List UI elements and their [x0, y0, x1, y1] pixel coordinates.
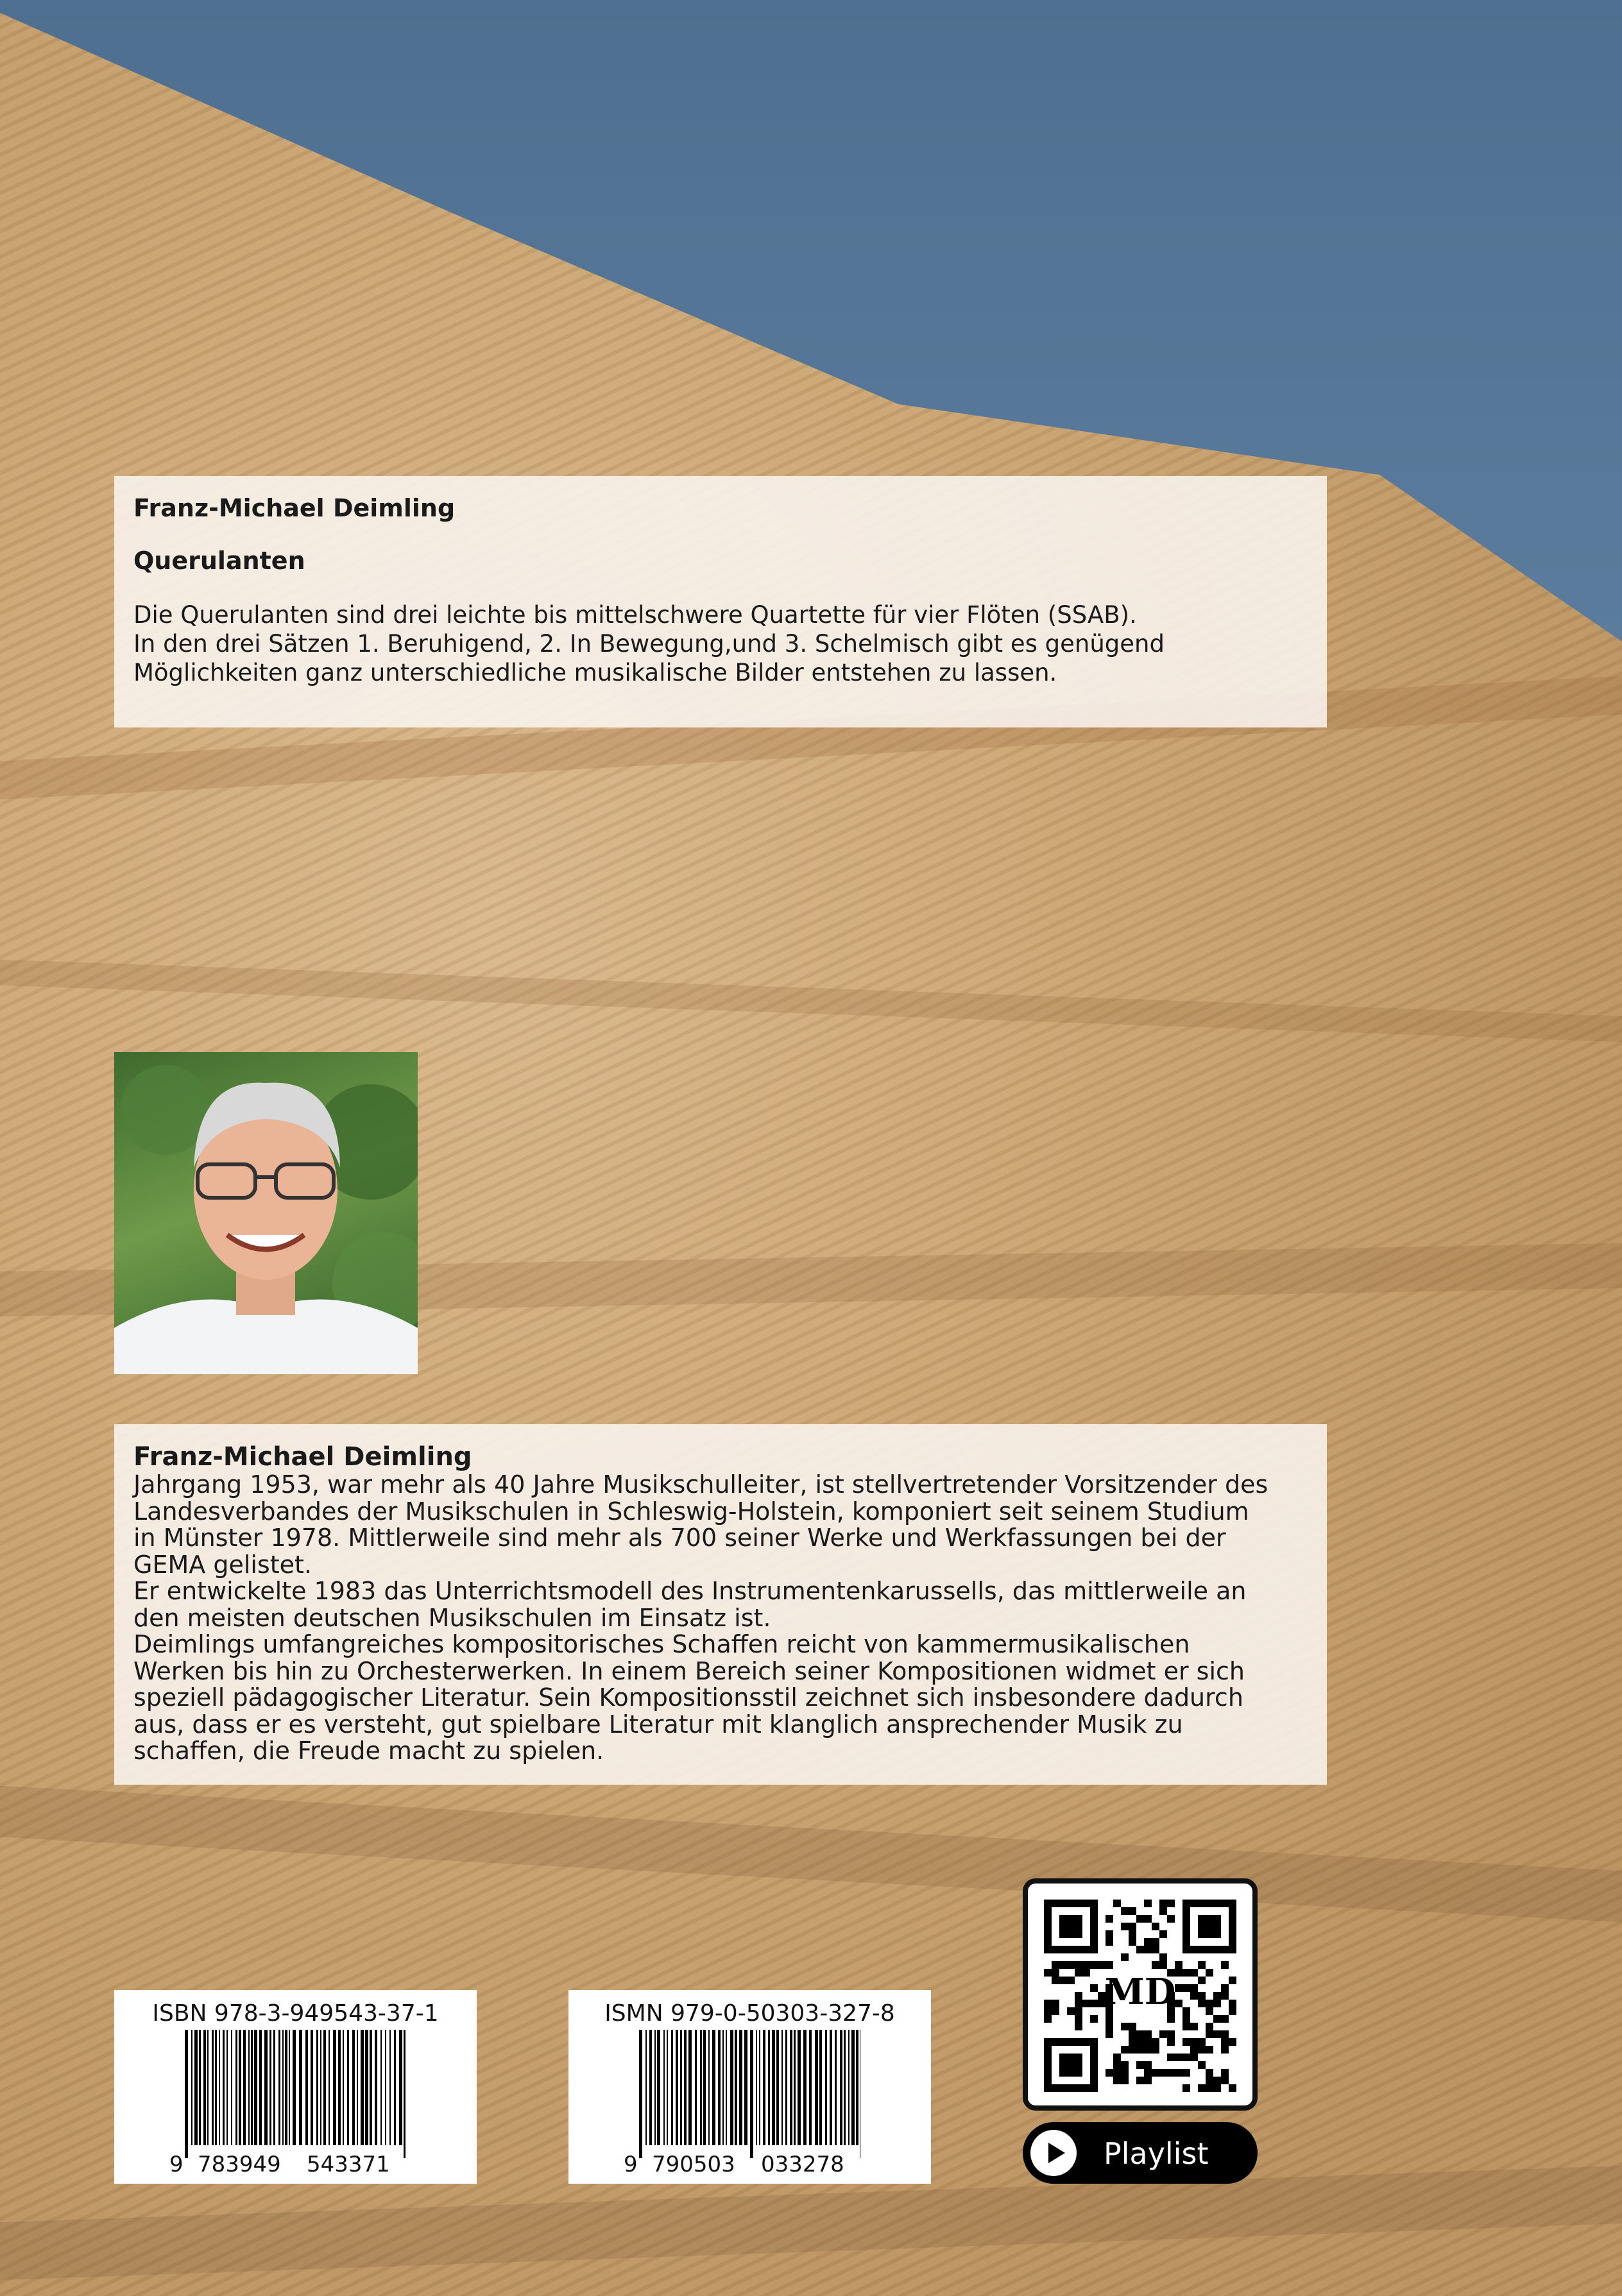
bio-line: GEMA gelistet. [133, 1550, 312, 1579]
isbn-barcode [114, 1990, 477, 2184]
barcode-bar [361, 2030, 364, 2145]
barcode-bar [663, 2030, 665, 2145]
barcode-bar [684, 2030, 687, 2145]
barcode-bar [735, 2030, 737, 2145]
barcode-bar [185, 2030, 188, 2158]
biography-name: Franz-Michael Deimling [133, 1442, 472, 1472]
barcode-bar [235, 2030, 237, 2145]
barcode-bar [248, 2030, 250, 2145]
qr-code-image [1028, 1884, 1252, 2105]
qr-module [1206, 2000, 1213, 2007]
barcode-bar [718, 2030, 721, 2145]
qr-module [1136, 1915, 1144, 1923]
qr-finder-pattern [1198, 1915, 1221, 1938]
barcode-bar [282, 2030, 284, 2145]
barcode-bar [756, 2030, 757, 2145]
qr-module [1221, 1961, 1229, 1969]
bio-line: Er entwickelte 1983 das Unterrichtsmodell des Instrumentenkarussells, das mittlerweile an [133, 1577, 1247, 1605]
barcode-bar [726, 2030, 727, 2145]
qr-module [1167, 2054, 1175, 2061]
qr-module [1206, 2084, 1213, 2092]
qr-module [1167, 1900, 1175, 1907]
qr-module [1229, 2007, 1236, 2015]
barcode-bar [254, 2030, 257, 2145]
qr-module [1113, 2077, 1121, 2084]
barcode-bar [212, 2030, 214, 2145]
biography-panel [114, 1424, 1327, 1785]
description-line: Möglichkeiten ganz unterschiedliche musikalische Bilder entstehen zu lassen. [133, 659, 1057, 686]
qr-module [1106, 1930, 1113, 1938]
qr-module [1121, 1953, 1129, 1961]
qr-module [1229, 2084, 1236, 2092]
qr-module [1182, 2069, 1190, 2077]
qr-module [1082, 1961, 1090, 1969]
barcode-bar [815, 2030, 818, 2145]
barcode-bar [654, 2030, 656, 2145]
barcode-bar [803, 2030, 807, 2145]
barcode-bar [293, 2030, 296, 2145]
qr-module [1144, 2077, 1152, 2084]
qr-module [1152, 1946, 1159, 1953]
qr-module [1090, 2000, 1098, 2007]
qr-module [1152, 2069, 1159, 2077]
qr-module [1206, 2023, 1213, 2030]
barcode-bar [191, 2030, 192, 2145]
barcode-bar [809, 2030, 812, 2145]
isbn-label: ISBN 978-3-949543-37-1 [152, 2000, 439, 2027]
qr-module [1213, 2030, 1221, 2038]
qr-logo-text: MD [1104, 1971, 1176, 2014]
barcode-bar [825, 2030, 827, 2145]
qr-module [1121, 1923, 1129, 1930]
qr-module [1152, 1961, 1159, 1969]
qr-finder-pattern [1059, 2054, 1082, 2077]
qr-module [1129, 1938, 1136, 1946]
barcode-bar [772, 2030, 775, 2145]
barcode-bar [219, 2030, 220, 2145]
barcode-bar [323, 2030, 326, 2145]
portrait-image [114, 1052, 418, 1374]
qr-module [1106, 1961, 1113, 1969]
barcode-bar [712, 2030, 715, 2145]
ismn-first-digit: 9 [624, 2152, 638, 2177]
barcode-bar [194, 2030, 198, 2145]
qr-module [1198, 2038, 1206, 2046]
qr-module [1175, 1961, 1182, 1969]
qr-module [1144, 2030, 1152, 2038]
qr-module [1052, 1961, 1059, 1969]
qr-module [1075, 1969, 1082, 1977]
qr-module [1067, 1961, 1075, 1969]
qr-module [1075, 1992, 1082, 2000]
qr-module [1190, 2023, 1198, 2030]
barcode-bar [203, 2030, 206, 2145]
barcode-bar [776, 2030, 779, 2145]
barcode-bar [856, 2030, 858, 2145]
qr-module [1229, 1977, 1236, 1984]
qr-module [1090, 1984, 1098, 1992]
barcode-bar [333, 2030, 336, 2145]
barcode-bar [851, 2030, 855, 2145]
qr-module [1190, 1984, 1198, 1992]
qr-module [1213, 1992, 1221, 2000]
barcode-bar [645, 2030, 647, 2145]
barcode-bar [329, 2030, 330, 2145]
qr-module [1221, 2046, 1229, 2054]
qr-module [1182, 1969, 1190, 1977]
barcode-bar [394, 2030, 396, 2145]
barcode-bar [404, 2030, 406, 2158]
qr-module [1136, 1946, 1144, 1953]
barcode-bar [273, 2030, 275, 2145]
qr-module [1190, 2038, 1198, 2046]
bio-line: speziell pädagogischer Literatur. Sein Kompositionsstil zeichnet sich insbesondere dadurch [133, 1683, 1243, 1712]
barcode-bar [649, 2030, 652, 2145]
barcode-bar [676, 2030, 678, 2145]
qr-module [1190, 1969, 1198, 1977]
qr-module [1182, 2015, 1190, 2023]
bio-line: Werken bis hin zu Orchesterwerken. In einem Bereich seiner Kompositionen widmet er sich [133, 1656, 1245, 1685]
qr-module [1113, 2061, 1121, 2069]
qr-module [1136, 2030, 1144, 2038]
isbn-digits-right: 543371 [307, 2152, 390, 2177]
qr-module [1067, 1977, 1075, 1984]
barcode-bar [730, 2030, 733, 2145]
barcode-bar [848, 2030, 849, 2145]
barcode-bar [759, 2030, 760, 2145]
bio-line: schaffen, die Freude macht zu spielen. [133, 1737, 604, 1765]
bio-line: in Münster 1978. Mittlerweile sind mehr als 700 seiner Werke und Werkfassungen bei der [133, 1524, 1226, 1552]
qr-module [1221, 1984, 1229, 1992]
barcode-bar [231, 2030, 232, 2145]
ismn-digits-right: 033278 [761, 2152, 844, 2177]
barcode-bar [223, 2030, 225, 2145]
ismn-label: ISMN 979-0-50303-327-8 [604, 2000, 895, 2027]
qr-module [1159, 1930, 1167, 1938]
qr-module [1113, 1900, 1121, 1907]
qr-module [1175, 1984, 1182, 1992]
qr-module [1206, 2077, 1213, 2084]
barcode-bar [790, 2030, 792, 2145]
qr-module [1221, 2030, 1229, 2038]
qr-module [1082, 1969, 1090, 1977]
barcode-bar [399, 2030, 402, 2145]
barcode-bar [700, 2030, 702, 2145]
qr-module [1098, 1961, 1106, 1969]
qr-module [1152, 1923, 1159, 1930]
biography-text [133, 1472, 1320, 1765]
qr-module [1082, 2000, 1090, 2007]
qr-module [1136, 2038, 1144, 2046]
qr-module [1052, 1969, 1059, 1977]
author-name: Franz-Michael Deimling [133, 494, 456, 522]
barcode-bar [844, 2030, 846, 2145]
qr-module [1052, 2007, 1059, 2015]
qr-module [1182, 2084, 1190, 2092]
qr-module [1144, 2046, 1152, 2054]
qr-module [1198, 1977, 1206, 1984]
barcode-bar [695, 2030, 697, 2145]
barcode-bar [785, 2030, 787, 2145]
qr-module [1106, 2030, 1113, 2038]
barcode-bar [215, 2030, 217, 2145]
qr-module [1129, 1923, 1136, 1930]
qr-module [1129, 2030, 1136, 2038]
qr-module [1221, 2015, 1229, 2023]
qr-module [1213, 2015, 1221, 2023]
qr-module [1075, 2015, 1082, 2023]
barcode-bar [259, 2030, 262, 2145]
barcode-bar [347, 2030, 349, 2145]
qr-module [1159, 1900, 1167, 1907]
qr-module [1167, 2069, 1175, 2077]
qr-module [1059, 1977, 1067, 1984]
rock-band [0, 960, 1622, 1042]
qr-module [1190, 1992, 1198, 2000]
ismn-barcode [568, 1990, 931, 2184]
qr-module [1113, 2054, 1121, 2061]
qr-module [1206, 2069, 1213, 2077]
qr-module [1175, 1969, 1182, 1977]
qr-module [1221, 2038, 1229, 2046]
qr-module [1090, 1961, 1098, 1969]
qr-module [1144, 2061, 1152, 2069]
qr-module [1136, 2077, 1144, 2084]
play-icon [1030, 2130, 1077, 2176]
qr-module [1106, 2023, 1113, 2030]
description-line: Die Querulanten sind drei leichte bis mittelschwere Quartette für vier Flöten (SSAB). [133, 601, 1137, 629]
qr-module [1198, 2084, 1206, 2092]
rock-band [0, 1786, 1622, 1922]
barcode-bar [316, 2030, 318, 2145]
qr-module [1152, 2046, 1159, 2054]
bio-line: Deimlings umfangreiches kompositorisches Schaffen reicht von kammermusikalischen [133, 1630, 1190, 1658]
playlist-button[interactable] [1023, 2122, 1258, 2184]
qr-module [1190, 2054, 1198, 2061]
qr-module [1121, 2061, 1129, 2069]
qr-module [1175, 2054, 1182, 2061]
qr-module [1044, 2015, 1052, 2023]
qr-module [1159, 1953, 1167, 1961]
barcode-bar [750, 2030, 753, 2158]
barcode-bar [794, 2030, 796, 2145]
barcode-bar [338, 2030, 341, 2145]
qr-module [1106, 2015, 1113, 2023]
qr-module [1182, 2007, 1190, 2015]
qr-module [1198, 2061, 1206, 2069]
qr-module [1090, 2015, 1098, 2023]
barcode-bar [226, 2030, 228, 2145]
qr-module [1144, 2038, 1152, 2046]
qr-module [1190, 2046, 1198, 2054]
barcode-bar [199, 2030, 201, 2145]
qr-module [1182, 2054, 1190, 2061]
qr-module [1136, 2046, 1144, 2054]
barcode-bar [739, 2030, 742, 2145]
qr-module [1044, 1969, 1052, 1977]
barcode-bar [269, 2030, 271, 2145]
qr-module [1167, 2030, 1175, 2038]
qr-module [1106, 1938, 1113, 1946]
qr-module [1213, 2084, 1221, 2092]
barcode-bar [768, 2030, 770, 2145]
description-line: In den drei Sätzen 1. Beruhigend, 2. In Bewegung,und 3. Schelmisch gibt es genügend [133, 630, 1165, 658]
qr-module [1052, 1977, 1059, 1984]
qr-module [1144, 1946, 1152, 1953]
qr-module [1229, 2000, 1236, 2007]
barcode-bar [389, 2030, 391, 2145]
barcode-bar [722, 2030, 724, 2145]
qr-module [1129, 2023, 1136, 2030]
qr-module [1144, 1900, 1152, 1907]
qr-module [1144, 2069, 1152, 2077]
qr-module [1129, 1907, 1136, 1915]
barcode-bar [289, 2030, 290, 2145]
work-info-panel [114, 476, 1327, 727]
qr-module [1121, 2069, 1129, 2077]
qr-module [1175, 2000, 1182, 2007]
qr-module [1129, 2038, 1136, 2046]
barcode-bar [380, 2030, 382, 2145]
qr-module [1198, 2046, 1206, 2054]
qr-module [1213, 2077, 1221, 2084]
qr-module [1152, 2038, 1159, 2046]
barcode-bar [251, 2030, 253, 2145]
bio-line: aus, dass er es versteht, gut spielbare Literatur mit klanglich ansprechender Musik zu [133, 1710, 1183, 1739]
qr-module [1159, 1907, 1167, 1915]
barcode-bar [798, 2030, 801, 2145]
barcode-bar [370, 2030, 372, 2145]
qr-module [1206, 2046, 1213, 2054]
qr-module [1182, 2023, 1190, 2030]
qr-module [1052, 2000, 1059, 2007]
bio-line: Landesverbandes der Musikschulen in Schleswig-Holstein, komponiert seit seinem Studium [133, 1497, 1249, 1526]
qr-module [1206, 2030, 1213, 2038]
bio-line: Jahrgang 1953, war mehr als 40 Jahre Musikschulleiter, ist stellvertretender Vorsitzender des [133, 1470, 1268, 1499]
qr-module [1067, 2007, 1075, 2015]
barcode-bar [239, 2030, 241, 2145]
qr-module [1198, 1961, 1206, 1969]
barcode-bar [671, 2030, 673, 2145]
barcode-bar [278, 2030, 280, 2145]
barcode-bar [830, 2030, 832, 2145]
qr-module [1144, 1938, 1152, 1946]
qr-module [1044, 2000, 1052, 2007]
author-photo [114, 1052, 418, 1374]
barcode-bar [320, 2030, 321, 2145]
barcode-bar [781, 2030, 783, 2145]
qr-module [1167, 2038, 1175, 2046]
barcode-bar [343, 2030, 344, 2145]
barcode-bar [207, 2030, 209, 2145]
barcode-bar [375, 2030, 377, 2145]
qr-module [1221, 2069, 1229, 2077]
qr-module [1198, 1992, 1206, 2000]
qr-module [1167, 2015, 1175, 2023]
qr-module [1106, 1915, 1113, 1923]
qr-module [1129, 1930, 1136, 1938]
work-description [133, 600, 1314, 687]
qr-module [1121, 2046, 1129, 2054]
qr-module [1198, 2000, 1206, 2007]
qr-finder-pattern [1059, 1915, 1082, 1938]
barcode-bar [703, 2030, 706, 2145]
barcode-bar [688, 2030, 692, 2145]
barcode-bar [763, 2030, 765, 2145]
qr-module [1221, 2077, 1229, 2084]
qr-module [1121, 2077, 1129, 2084]
barcode-bar [365, 2030, 368, 2145]
barcode-bar [744, 2030, 747, 2145]
barcode-bar [385, 2030, 386, 2145]
isbn-barcode-bars [185, 2030, 406, 2158]
barcode-bar [264, 2030, 268, 2145]
barcode-bar [835, 2030, 837, 2145]
qr-module [1167, 1915, 1175, 1923]
qr-module [1182, 1984, 1190, 1992]
barcode-bar [243, 2030, 246, 2145]
barcode-bar [305, 2030, 308, 2145]
qr-module [1121, 2023, 1129, 2030]
qr-module [1106, 2069, 1113, 2077]
qr-module [1221, 1992, 1229, 2000]
qr-module [1159, 2030, 1167, 2038]
qr-module [1113, 2069, 1121, 2077]
ismn-digits-left: 790503 [652, 2152, 735, 2177]
barcode-bar [708, 2030, 710, 2145]
barcode-bar [639, 2030, 642, 2158]
isbn-first-digit: 9 [169, 2152, 184, 2177]
isbn-digits-left: 783949 [198, 2152, 281, 2177]
qr-module [1075, 1961, 1082, 1969]
qr-module [1229, 2038, 1236, 2046]
qr-module [1206, 2007, 1213, 2015]
barcode-bar [285, 2030, 287, 2145]
qr-module [1175, 2069, 1182, 2077]
qr-module [1044, 2007, 1052, 2015]
qr-module [1121, 1907, 1129, 1915]
qr-module [1136, 2061, 1144, 2069]
qr-module [1075, 2023, 1082, 2030]
barcode-bar [357, 2030, 358, 2145]
ismn-barcode-bars [639, 2030, 860, 2158]
barcode-bar [657, 2030, 660, 2145]
qr-module [1182, 2038, 1190, 2046]
barcode-bar [680, 2030, 682, 2145]
qr-module [1075, 2000, 1082, 2007]
qr-module [1144, 1915, 1152, 1923]
qr-module [1213, 2000, 1221, 2007]
barcode-bar [311, 2030, 313, 2145]
qr-module [1152, 1938, 1159, 1946]
playlist-qr-code[interactable] [1023, 1878, 1258, 2111]
qr-module [1159, 2069, 1167, 2077]
qr-module [1159, 1961, 1167, 1969]
barcode-bar [667, 2030, 668, 2145]
barcode-bar [840, 2030, 842, 2145]
qr-module [1129, 2046, 1136, 2054]
qr-module [1075, 2007, 1082, 2015]
bio-line: den meisten deutschen Musikschulen im Einsatz ist. [133, 1603, 771, 1632]
qr-module [1059, 1961, 1067, 1969]
qr-module [1206, 1969, 1213, 1977]
barcode-bar [299, 2030, 302, 2145]
work-title: Querulanten [133, 547, 305, 575]
barcode-bar [352, 2030, 355, 2145]
playlist-label: Playlist [1104, 2136, 1209, 2171]
barcode-bar [819, 2030, 822, 2145]
